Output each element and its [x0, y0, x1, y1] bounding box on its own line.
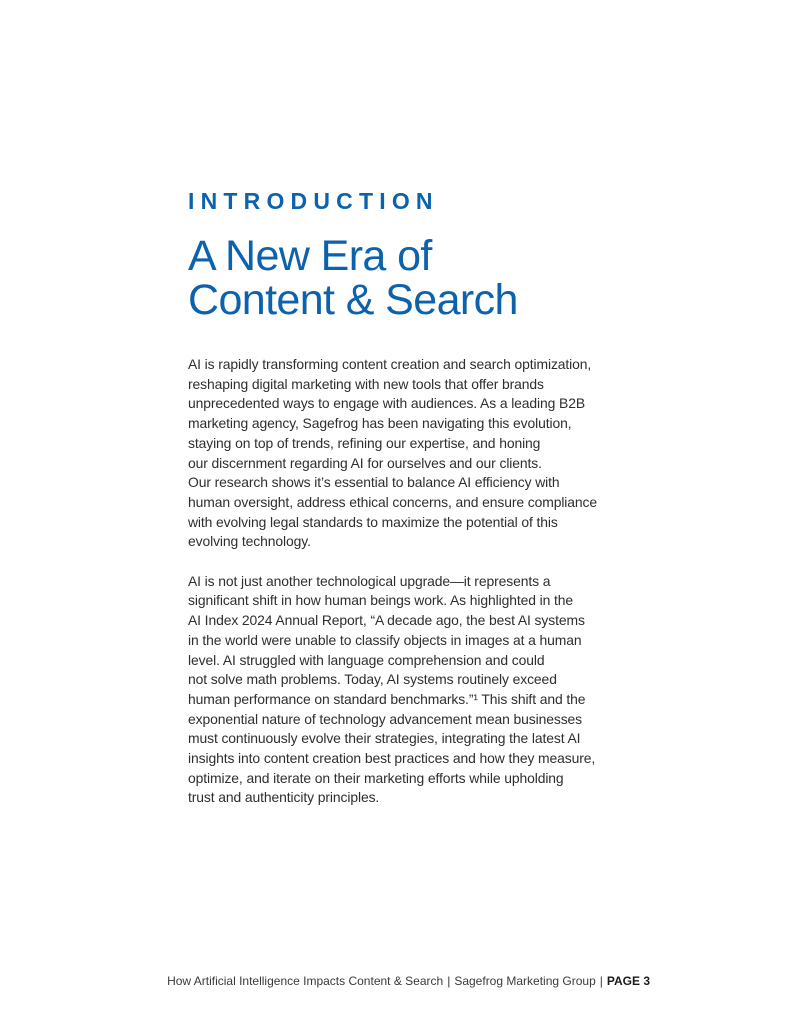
footer-separator-1: | [447, 974, 451, 988]
footer-page-number: PAGE 3 [606, 974, 650, 988]
body-text [188, 355, 618, 808]
page-footer [167, 973, 650, 989]
main-content [188, 186, 618, 828]
footer-separator-2: | [599, 974, 603, 988]
footer-company: Sagefrog Marketing Group [454, 974, 596, 988]
intro-paragraph-2: AI is not just another technological upgrade—it represents a significant shift in how human beings work. As highlighted in the AI Index 2024 Annual Report, “A decade ago, the best AI systems in the world were unable to classify objects in images at a human level. AI struggled with language comprehension and could not solve math problems. Today, AI systems routinely exceed human performance on standard benchmarks.”¹ This shift and the exponential nature of technology advancement mean businesses must continuously evolve their strategies, integrating the latest AI insights into content creation best practices and how they measure, optimize, and iterate on their marketing efforts while upholding trust and authenticity principles. [188, 572, 596, 806]
page-title [188, 234, 618, 322]
page-title-line-2: Content & Search [188, 276, 518, 324]
intro-paragraph-1: AI is rapidly transforming content creation and search optimization, reshaping digital marketing with new tools that offer brands unprecedented ways to engage with audiences. As a leading B2B marketing agency, Sagefrog has been navigating this evolution, staying on top of trends, refining our expertise, and honing our discernment regarding AI for ourselves and our clients. Our research shows it’s essential to balance AI efficiency with human oversight, address ethical concerns, and ensure compliance with evolving legal standards to maximize the potential of this evolving technology. [188, 356, 598, 550]
footer-doc-title: How Artificial Intelligence Impacts Content & Search [167, 974, 444, 988]
page-title-line-1: A New Era of [188, 232, 432, 280]
section-kicker: INTRODUCTION [188, 188, 439, 214]
